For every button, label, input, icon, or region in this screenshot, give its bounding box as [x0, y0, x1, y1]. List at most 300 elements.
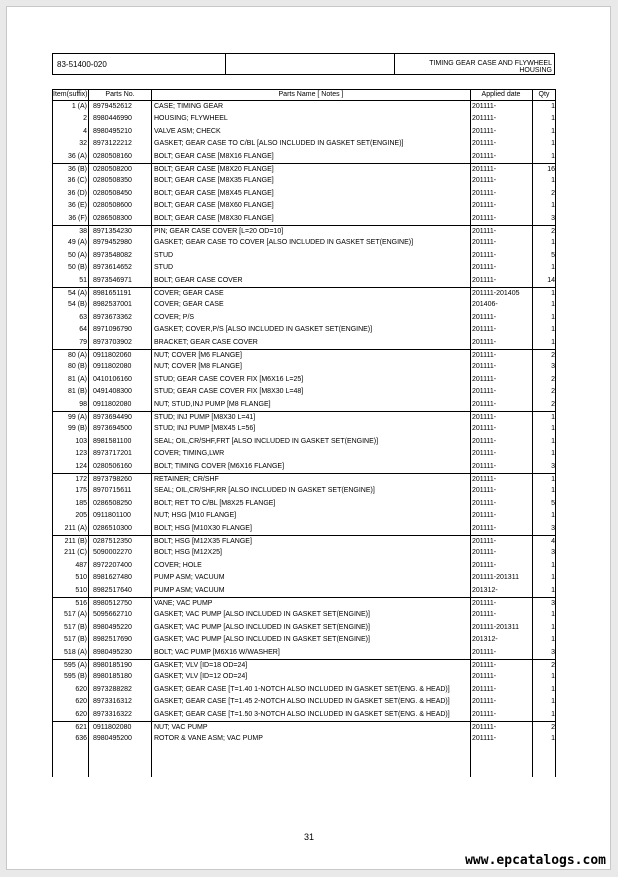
- cell-part-name: BOLT; RET TO C/BL [M8X25 FLANGE]: [154, 499, 276, 507]
- cell-qty: 14: [547, 276, 555, 284]
- table-row: [53, 733, 555, 745]
- table-row: [53, 597, 555, 610]
- cell-applied-date: 201111-: [472, 648, 497, 656]
- column-header-applied-date: Applied date: [481, 91, 521, 98]
- cell-part-no: 8980185190: [93, 662, 132, 669]
- cell-part-no: 0287512350: [93, 538, 132, 545]
- cell-applied-date: 201111-: [472, 388, 497, 396]
- cell-qty: 1: [551, 476, 555, 483]
- cell-applied-date: 201111-: [472, 251, 497, 259]
- cell-applied-date: 201111-: [472, 710, 497, 718]
- cell-part-name: NUT; STUD,INJ PUMP [M8 FLANGE]: [154, 400, 271, 408]
- cell-applied-date: 201111-: [472, 549, 497, 557]
- cell-item: 99 (B): [67, 425, 87, 433]
- cell-qty: 3: [551, 214, 555, 222]
- cell-applied-date: 201111-: [472, 538, 497, 545]
- cell-part-name: COVER; HOLE: [154, 561, 202, 569]
- table-row: [53, 312, 555, 324]
- cell-part-name: BOLT; GEAR CASE [M8X16 FLANGE]: [154, 152, 274, 160]
- cell-applied-date: 201111-: [472, 338, 497, 346]
- table-row: [53, 510, 555, 522]
- cell-applied-date: 201111-: [472, 276, 497, 284]
- cell-part-no: 8979452612: [93, 103, 132, 110]
- table-row: [53, 622, 555, 634]
- cell-applied-date: 201111-: [472, 152, 497, 160]
- cell-part-name: GASKET; GEAR CASE [T=1.45 2-NOTCH ALSO INCLUDED IN GASKET SET(ENG. & HEAD)]: [154, 698, 450, 706]
- cell-qty: 2: [551, 228, 555, 235]
- cell-item: 36 (C): [67, 177, 87, 185]
- cell-item: 620: [75, 698, 87, 706]
- table-row: [53, 572, 555, 584]
- table-row: [53, 448, 555, 460]
- table-row: [53, 498, 555, 510]
- cell-item: 620: [75, 685, 87, 693]
- table-row: [53, 684, 555, 696]
- cell-qty: 3: [551, 600, 555, 607]
- cell-part-no: 8980185180: [93, 673, 132, 681]
- section-title: TIMING GEAR CASE AND FLYWHEEL HOUSING: [429, 60, 552, 74]
- cell-part-no: 8973717201: [93, 450, 132, 458]
- cell-part-no: 5095662710: [93, 611, 132, 619]
- table-row: [53, 213, 555, 225]
- cell-applied-date: 201111-: [472, 698, 497, 706]
- cell-part-name: SEAL; OIL,CR/SHF,FRT [ALSO INCLUDED IN GASKET SET(ENGINE)]: [154, 437, 379, 445]
- cell-item: 172: [75, 476, 87, 483]
- cell-qty: 1: [551, 673, 555, 681]
- table-row: [53, 349, 555, 362]
- table-header-row: [53, 90, 555, 101]
- column-header-qty: Qty: [538, 91, 550, 98]
- cell-part-name: BOLT; GEAR CASE COVER: [154, 276, 243, 284]
- cell-part-name: BOLT; GEAR CASE [M8X60 FLANGE]: [154, 202, 274, 210]
- cell-applied-date: 201111-: [472, 313, 497, 321]
- cell-item: 79: [79, 338, 87, 346]
- table-row: [53, 324, 555, 336]
- cell-applied-date: 201111-: [472, 499, 497, 507]
- cell-part-name: BOLT; HSG [M12X35 FLANGE]: [154, 538, 252, 545]
- cell-item: 98: [79, 400, 87, 408]
- cell-applied-date: 201111-: [472, 228, 497, 235]
- cell-part-no: 8973316312: [93, 698, 132, 706]
- cell-part-no: 8973316322: [93, 710, 132, 718]
- cell-item: 54 (B): [67, 301, 87, 309]
- cell-qty: 1: [551, 512, 555, 520]
- cell-qty: 1: [551, 414, 555, 421]
- table-row: [53, 126, 555, 138]
- cell-part-name: BOLT; HSG [M12X25]: [154, 549, 222, 557]
- cell-part-name: BOLT; GEAR CASE [M8X30 FLANGE]: [154, 214, 274, 222]
- cell-applied-date: 201111-: [472, 673, 497, 681]
- cell-part-name: STUD: [154, 251, 174, 259]
- table-row: [53, 287, 555, 300]
- cell-qty: 1: [551, 202, 555, 210]
- cell-item: 32: [79, 140, 87, 148]
- table-row: [53, 163, 555, 176]
- cell-qty: 1: [551, 140, 555, 148]
- cell-item: 516: [75, 600, 87, 607]
- cell-item: 2: [83, 115, 87, 123]
- cell-qty: 1: [551, 636, 555, 644]
- cell-qty: 4: [551, 538, 555, 545]
- cell-applied-date: 201111-: [472, 462, 497, 470]
- cell-part-name: BOLT; GEAR CASE [M8X35 FLANGE]: [154, 177, 274, 185]
- cell-part-name: NUT; COVER [M8 FLANGE]: [154, 363, 242, 371]
- cell-applied-date: 201111-: [472, 326, 497, 334]
- cell-part-name: PUMP ASM; VACUUM: [154, 574, 225, 582]
- cell-qty: 2: [551, 388, 555, 396]
- cell-part-no: 8973546971: [93, 276, 132, 284]
- cell-item: 517 (B): [64, 623, 87, 631]
- cell-part-name: VALVE ASM; CHECK: [154, 127, 221, 135]
- cell-applied-date: 201111-: [472, 437, 497, 445]
- table-row: [53, 386, 555, 398]
- cell-qty: 2: [551, 189, 555, 197]
- table-row: [53, 609, 555, 621]
- cell-applied-date: 201111-: [472, 450, 497, 458]
- cell-applied-date: 201111-: [472, 202, 497, 210]
- cell-applied-date: 201111-: [472, 685, 497, 693]
- cell-applied-date: 201111-: [472, 140, 497, 148]
- cell-qty: 2: [551, 724, 555, 731]
- table-row: [53, 485, 555, 497]
- cell-part-name: VANE; VAC PUMP: [154, 600, 213, 607]
- cell-item: 621: [75, 724, 87, 731]
- cell-qty: 1: [551, 710, 555, 718]
- section-code: 83-51400-020: [53, 54, 226, 74]
- table-row: [53, 275, 555, 287]
- cell-part-no: 8973614652: [93, 264, 132, 272]
- cell-item: 36 (F): [68, 214, 87, 222]
- cell-part-no: 0286508300: [93, 214, 132, 222]
- cell-part-no: 8982517690: [93, 636, 132, 644]
- cell-part-no: 8980446990: [93, 115, 132, 123]
- cell-item: 205: [75, 512, 87, 520]
- cell-qty: 1: [551, 290, 555, 297]
- section-header: [52, 53, 555, 75]
- cell-part-no: 0280508350: [93, 177, 132, 185]
- table-row: [53, 151, 555, 163]
- cell-part-name: GASKET; COVER,P/S [ALSO INCLUDED IN GASKET SET(ENGINE)]: [154, 326, 373, 334]
- table-row: [53, 423, 555, 435]
- cell-part-name: BRACKET; GEAR CASE COVER: [154, 338, 258, 346]
- cell-item: 103: [75, 437, 87, 445]
- cell-qty: 2: [551, 400, 555, 408]
- table-row: [53, 411, 555, 424]
- table-row: [53, 299, 555, 311]
- cell-qty: 1: [551, 685, 555, 693]
- cell-part-no: 0286508250: [93, 499, 132, 507]
- table-row: [53, 200, 555, 212]
- cell-item: 4: [83, 127, 87, 135]
- table-row: [53, 113, 555, 125]
- cell-qty: 1: [551, 313, 555, 321]
- cell-qty: 3: [551, 648, 555, 656]
- cell-item: 510: [75, 586, 87, 594]
- cell-part-no: 8973122212: [93, 140, 132, 148]
- table-row: [53, 585, 555, 597]
- cell-applied-date: 201111-: [472, 735, 497, 743]
- cell-part-no: 8970715611: [93, 487, 132, 495]
- cell-qty: 1: [551, 574, 555, 582]
- cell-qty: 1: [551, 425, 555, 433]
- cell-qty: 1: [551, 177, 555, 185]
- table-row: [53, 473, 555, 486]
- cell-item: 636: [75, 735, 87, 743]
- cell-qty: 1: [551, 127, 555, 135]
- cell-item: 595 (B): [64, 673, 87, 681]
- cell-part-no: 5090002270: [93, 549, 132, 557]
- cell-part-name: PIN; GEAR CASE COVER [L=20 OD=10]: [154, 228, 284, 235]
- cell-part-no: 8973673362: [93, 313, 132, 321]
- cell-part-no: 8981651191: [93, 290, 132, 297]
- cell-part-no: 8980495220: [93, 623, 132, 631]
- cell-part-no: 8973694490: [93, 414, 132, 421]
- cell-qty: 3: [551, 462, 555, 470]
- cell-part-no: 0280506160: [93, 462, 132, 470]
- cell-applied-date: 201111-: [472, 414, 497, 421]
- cell-item: 124: [75, 462, 87, 470]
- parts-table: [52, 89, 556, 777]
- cell-part-name: BOLT; HSG [M10X30 FLANGE]: [154, 524, 252, 532]
- cell-qty: 16: [547, 166, 555, 173]
- cell-applied-date: 201111-: [472, 166, 497, 173]
- table-row: [53, 709, 555, 721]
- cell-part-no: 8973703902: [93, 338, 132, 346]
- cell-part-no: 8973548082: [93, 251, 132, 259]
- cell-part-no: 8981627480: [93, 574, 132, 582]
- cell-qty: 1: [551, 623, 555, 631]
- cell-part-no: 0911802080: [93, 724, 132, 731]
- cell-qty: 3: [551, 363, 555, 371]
- cell-applied-date: 201406-: [472, 301, 498, 309]
- cell-part-name: CASE; TIMING GEAR: [154, 103, 224, 110]
- cell-applied-date: 201111-: [472, 264, 497, 272]
- table-row: [53, 721, 555, 734]
- cell-qty: 1: [551, 264, 555, 272]
- cell-item: 36 (E): [67, 202, 87, 210]
- table-row: [53, 671, 555, 683]
- cell-item: 510: [75, 574, 87, 582]
- cell-part-name: HOUSING; FLYWHEEL: [154, 115, 228, 123]
- cell-item: 211 (B): [64, 538, 87, 545]
- table-row: [53, 461, 555, 473]
- cell-part-name: RETAINER; CR/SHF: [154, 476, 219, 483]
- cell-applied-date: 201111-: [472, 662, 497, 669]
- column-header-item: Item(suffix): [53, 91, 88, 98]
- cell-part-no: 8979452980: [93, 239, 132, 247]
- cell-part-no: 8973798260: [93, 476, 132, 483]
- cell-qty: 1: [551, 698, 555, 706]
- cell-applied-date: 201111-: [472, 352, 497, 359]
- cell-item: 50 (B): [67, 264, 87, 272]
- cell-applied-date: 201111-: [472, 425, 497, 433]
- cell-part-name: STUD; INJ PUMP [M8X30 L=41]: [154, 414, 256, 421]
- table-row: [53, 523, 555, 535]
- cell-applied-date: 201111-201405: [472, 290, 520, 297]
- cell-part-name: GASKET; VAC PUMP [ALSO INCLUDED IN GASKET SET(ENGINE)]: [154, 636, 370, 644]
- cell-part-name: GASKET; GEAR CASE TO C/BL [ALSO INCLUDED IN GASKET SET(ENGINE)]: [154, 140, 404, 148]
- cell-applied-date: 201111-: [472, 363, 497, 371]
- cell-part-no: 0911801100: [93, 512, 131, 520]
- cell-applied-date: 201111-: [472, 724, 497, 731]
- cell-item: 517 (B): [64, 636, 87, 644]
- cell-item: 211 (A): [64, 524, 87, 532]
- cell-part-no: 0911802060: [93, 352, 132, 359]
- cell-part-no: 8980512750: [93, 600, 132, 607]
- cell-part-no: 0280508450: [93, 189, 132, 197]
- page-number: 31: [303, 832, 314, 842]
- cell-part-no: 0491408300: [93, 388, 132, 396]
- table-row: [53, 337, 555, 349]
- cell-part-no: 8981581100: [93, 437, 132, 445]
- cell-part-no: 8982537001: [93, 301, 132, 309]
- cell-applied-date: 201111-: [472, 400, 497, 408]
- cell-item: 487: [75, 561, 87, 569]
- cell-applied-date: 201111-: [472, 487, 497, 495]
- cell-part-name: GASKET; GEAR CASE [T=1.40 1-NOTCH ALSO INCLUDED IN GASKET SET(ENG. & HEAD)]: [154, 685, 450, 693]
- cell-item: 64: [79, 326, 87, 334]
- cell-item: 51: [79, 276, 87, 284]
- table-row: [53, 361, 555, 373]
- cell-item: 1 (A): [71, 103, 87, 110]
- cell-part-name: COVER; TIMING,LWR: [154, 450, 225, 458]
- cell-applied-date: 201111-: [472, 611, 497, 619]
- cell-applied-date: 201111-: [472, 239, 497, 247]
- cell-qty: 1: [551, 735, 555, 743]
- cell-applied-date: 201111-: [472, 600, 497, 607]
- cell-applied-date: 201111-: [472, 214, 497, 222]
- cell-part-no: 0410106160: [93, 375, 132, 383]
- cell-item: 81 (B): [67, 388, 87, 396]
- cell-item: 620: [75, 710, 87, 718]
- cell-part-name: BOLT; VAC PUMP [M6X16 W/WASHER]: [154, 648, 280, 656]
- table-row: [53, 696, 555, 708]
- cell-item: 50 (A): [67, 251, 87, 259]
- cell-qty: 1: [551, 103, 555, 110]
- cell-applied-date: 201111-: [472, 375, 497, 383]
- watermark: www.epcatalogs.com: [465, 853, 606, 868]
- cell-part-name: ROTOR & VANE ASM; VAC PUMP: [154, 735, 263, 743]
- table-row: [53, 250, 555, 262]
- cell-item: 54 (A): [67, 290, 87, 297]
- cell-item: 80 (A): [67, 352, 87, 359]
- cell-part-no: 0280508600: [93, 202, 132, 210]
- cell-item: 36 (D): [67, 189, 87, 197]
- cell-item: 36 (A): [67, 152, 87, 160]
- cell-part-name: COVER; GEAR CASE: [154, 301, 224, 309]
- cell-part-name: BOLT; GEAR CASE [M8X20 FLANGE]: [154, 166, 274, 173]
- cell-item: 63: [79, 313, 87, 321]
- table-row: [53, 237, 555, 249]
- cell-part-name: STUD: [154, 264, 174, 272]
- column-header-part-name: Parts Name [ Notes ]: [278, 91, 344, 98]
- column-header-part-no: Parts No.: [105, 91, 135, 98]
- cell-applied-date: 201312-: [472, 636, 498, 644]
- table-row: [53, 634, 555, 646]
- cell-part-no: 8980495200: [93, 735, 132, 743]
- cell-part-name: NUT; VAC PUMP: [154, 724, 208, 731]
- cell-part-name: SEAL; OIL,CR/SHF,RR [ALSO INCLUDED IN GASKET SET(ENGINE)]: [154, 487, 375, 495]
- table-row: [53, 399, 555, 411]
- cell-item: 518 (A): [64, 648, 87, 656]
- cell-applied-date: 201111-: [472, 189, 497, 197]
- cell-part-no: 8982517640: [93, 586, 132, 594]
- cell-part-no: 8973694500: [93, 425, 132, 433]
- cell-qty: 1: [551, 152, 555, 160]
- cell-part-name: BOLT; TIMING COVER [M6X16 FLANGE]: [154, 462, 285, 470]
- cell-qty: 1: [551, 611, 555, 619]
- table-row: [53, 188, 555, 200]
- cell-part-no: 0280508200: [93, 166, 132, 173]
- table-row: [53, 659, 555, 672]
- cell-item: 185: [75, 499, 87, 507]
- cell-qty: 2: [551, 375, 555, 383]
- table-row: [53, 560, 555, 572]
- cell-part-no: 8972207400: [93, 561, 132, 569]
- table-row: [53, 175, 555, 187]
- cell-part-no: 8973288282: [93, 685, 132, 693]
- cell-part-name: NUT; HSG [M10 FLANGE]: [154, 512, 237, 520]
- cell-part-no: 8971354230: [93, 228, 132, 235]
- cell-qty: 1: [551, 239, 555, 247]
- cell-applied-date: 201111-: [472, 127, 497, 135]
- cell-applied-date: 201111-: [472, 115, 497, 123]
- table-row: [53, 101, 555, 113]
- cell-qty: 1: [551, 450, 555, 458]
- table-row: [53, 374, 555, 386]
- cell-item: 517 (A): [64, 611, 87, 619]
- section-header-blank: [226, 54, 395, 74]
- cell-qty: 2: [551, 662, 555, 669]
- cell-part-name: BOLT; GEAR CASE [M8X45 FLANGE]: [154, 189, 274, 197]
- cell-part-name: GASKET; VLV [ID=12 OD=24]: [154, 673, 248, 681]
- cell-qty: 1: [551, 586, 555, 594]
- cell-item: 123: [75, 450, 87, 458]
- table-row: [53, 647, 555, 659]
- cell-qty: 3: [551, 549, 555, 557]
- cell-part-name: STUD; GEAR CASE COVER FIX [M8X30 L=48]: [154, 388, 304, 396]
- cell-applied-date: 201111-: [472, 512, 497, 520]
- cell-applied-date: 201111-201311: [472, 574, 519, 582]
- table-row: [53, 436, 555, 448]
- cell-qty: 5: [551, 499, 555, 507]
- cell-qty: 1: [551, 487, 555, 495]
- cell-item: 49 (A): [67, 239, 87, 247]
- cell-item: 211 (C): [64, 549, 87, 557]
- cell-part-name: PUMP ASM; VACUUM: [154, 586, 225, 594]
- cell-applied-date: 201111-: [472, 476, 497, 483]
- cell-qty: 2: [551, 352, 555, 359]
- cell-qty: 1: [551, 326, 555, 334]
- cell-part-no: 0280508160: [93, 152, 132, 160]
- cell-item: 595 (A): [64, 662, 87, 669]
- cell-part-name: STUD; GEAR CASE COVER FIX [M6X16 L=25]: [154, 375, 304, 383]
- cell-qty: 5: [551, 251, 555, 259]
- cell-part-name: STUD; INJ PUMP [M8X45 L=56]: [154, 425, 256, 433]
- cell-item: 99 (A): [67, 414, 87, 421]
- cell-applied-date: 201111-: [472, 524, 497, 532]
- cell-part-name: GASKET; VAC PUMP [ALSO INCLUDED IN GASKET SET(ENGINE)]: [154, 623, 370, 631]
- cell-part-no: 0286510300: [93, 524, 132, 532]
- cell-applied-date: 201111-: [472, 103, 497, 110]
- table-row: [53, 547, 555, 559]
- cell-part-no: 8971096790: [93, 326, 132, 334]
- cell-part-name: NUT; COVER [M6 FLANGE]: [154, 352, 242, 359]
- cell-qty: 1: [551, 437, 555, 445]
- cell-part-name: COVER; P/S: [154, 313, 195, 321]
- cell-part-name: GASKET; GEAR CASE TO COVER [ALSO INCLUDED IN GASKET SET(ENGINE)]: [154, 239, 414, 247]
- cell-applied-date: 201312-: [472, 586, 498, 594]
